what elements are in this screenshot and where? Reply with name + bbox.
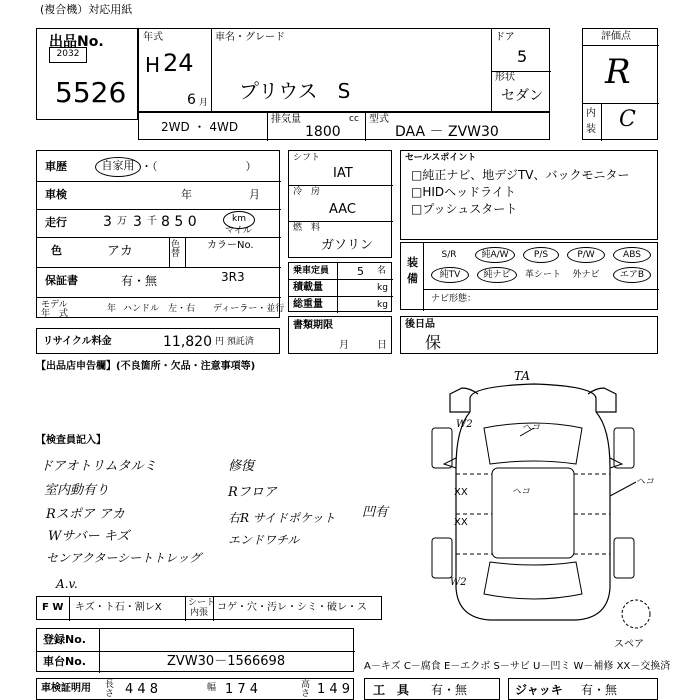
displacement-value: 1800 xyxy=(305,124,341,140)
seat-label-1: シート xyxy=(188,598,216,608)
color-no-value: 3R3 xyxy=(221,270,245,284)
after-day-box xyxy=(400,316,658,354)
height-value: 1 4 9 xyxy=(317,682,351,697)
displacement-label: 排気量 xyxy=(271,114,301,125)
sales-point-item: □プッシュスタート xyxy=(411,202,518,216)
equipment-sr: S/R xyxy=(441,250,457,260)
year-month: 6 xyxy=(187,92,196,108)
lot-label: 出品No. xyxy=(49,34,104,50)
inspector-note: ドアオトリムタルミ xyxy=(40,459,157,474)
fuel-label: 燃 料 xyxy=(293,223,321,233)
name-label: 車名・グレード xyxy=(215,32,285,43)
interior-label-2: 装 xyxy=(586,124,596,135)
inspector-label: 【検査員記入】 xyxy=(36,435,106,446)
year-label: 年式 xyxy=(143,32,163,43)
inspector-note: センアクターシートトレッグ xyxy=(46,551,202,565)
history-label: 車歴 xyxy=(45,160,67,173)
after-day-label: 後日品 xyxy=(405,319,435,330)
details-left xyxy=(36,150,285,319)
diagram-mark-w2-front: W2 xyxy=(456,419,473,430)
equipment-tv: 純TV xyxy=(431,267,469,283)
jack-value: 有・無 xyxy=(581,683,618,697)
door-label: ドア xyxy=(495,32,515,43)
weight-unit: kg xyxy=(377,300,388,310)
width-value: 1 7 4 xyxy=(225,682,259,697)
recycle-unit: 円 預託済 xyxy=(215,337,254,347)
inspector-note: Wサバー キズ xyxy=(48,529,130,544)
warranty-value: 有・無 xyxy=(121,274,158,288)
mileage-unit-mile: マイル xyxy=(225,226,252,236)
inspector-note: 修復 xyxy=(228,459,255,474)
spare-label: スペア xyxy=(614,639,644,650)
equipment-navi: 純ナビ xyxy=(477,267,517,283)
jack-label: ジャッキ xyxy=(515,683,563,697)
equipment-abs: ABS xyxy=(613,247,651,263)
sales-point-item: □HIDヘッドライト xyxy=(411,185,516,199)
interior-label-1: 内 xyxy=(586,108,596,119)
length-value: 4 4 8 xyxy=(125,682,159,697)
mileage-man-unit: 万 xyxy=(117,216,127,227)
capacity-value: 5 xyxy=(357,265,364,278)
recycle-value: 11,820 xyxy=(163,334,212,350)
docs-expiry-month: 月 xyxy=(339,340,349,351)
registration-box xyxy=(36,628,354,672)
history-value: 自家用 xyxy=(95,157,141,177)
aircon-value: AAC xyxy=(329,202,356,217)
docs-expiry-box xyxy=(288,316,392,354)
equipment-box xyxy=(400,242,658,310)
score-value: R xyxy=(605,52,631,92)
damage-legend: A－キズ C－腐食 E－エクボ S－サビ U－凹ミ W－補修 XX－交換済 xyxy=(364,661,671,672)
mileage-sen-unit: 千 xyxy=(147,216,157,227)
docs-expiry-label: 書類期限 xyxy=(293,320,333,331)
diagram-mark-xx-1: XX xyxy=(454,487,468,498)
fw-items: キズ・ト石・割レX xyxy=(75,602,162,613)
year-month-unit: 月 xyxy=(199,98,209,108)
score-box xyxy=(582,28,658,140)
length-label: 長さ xyxy=(105,680,115,699)
inspector-note: エンドワチル xyxy=(228,533,300,547)
sales-points-label: セールスポイント xyxy=(405,153,477,163)
recycle-box xyxy=(36,328,280,354)
handle-option: ハンドル 左・右 xyxy=(123,304,196,314)
model-year-label-1: モデル xyxy=(41,300,68,310)
sales-point-item: □純正ナビ、地デジTV、バックモニター xyxy=(411,168,630,182)
inspection-label: 車検 xyxy=(45,188,67,201)
width-label: 幅 xyxy=(207,683,217,693)
vehicle-name: プリウス S xyxy=(239,79,351,103)
inspector-note: Rフロア xyxy=(228,485,277,500)
score-label: 評価点 xyxy=(601,31,631,42)
equipment-leather-seat: 革シート xyxy=(524,270,561,280)
model-year-unit: 年 xyxy=(107,304,117,314)
shape-label: 形状 xyxy=(495,72,515,83)
equipment-external-navi: 外ナビ xyxy=(572,270,600,280)
displacement-unit: cc xyxy=(349,114,359,124)
color-change-label: 色替 xyxy=(171,240,181,259)
diagram-mark-xx-2: XX xyxy=(454,517,468,528)
sales-points-box xyxy=(400,150,658,240)
model-value: DAA － ZVW30 xyxy=(395,124,499,140)
details-mid xyxy=(288,150,392,258)
equipment-power-window: P/W xyxy=(567,247,605,263)
fw-label: F W xyxy=(42,602,64,613)
fw-row xyxy=(36,596,382,620)
capacity-unit: 名 xyxy=(377,266,387,276)
car-damage-diagram xyxy=(410,368,670,630)
seat-label-2: 内張 xyxy=(190,608,209,618)
aircon-label: 冷 房 xyxy=(293,187,321,197)
diagram-mark-dent-1: ヘコ xyxy=(522,423,541,433)
dealer-option: ディーラー・並行 xyxy=(213,304,285,314)
load-label: 積載量 xyxy=(293,282,323,293)
height-label: 高さ xyxy=(301,680,311,699)
spec-row xyxy=(138,112,550,140)
dimensions-row xyxy=(36,678,354,700)
diagram-label-top: TA xyxy=(514,369,531,383)
inspector-note: 室内動有り xyxy=(44,483,110,498)
shape-value: セダン xyxy=(501,88,544,104)
color-label: 色 xyxy=(51,244,62,257)
shift-value: IAT xyxy=(333,166,353,181)
chassis-label: 車台No. xyxy=(43,655,86,668)
registration-label: 登録No. xyxy=(43,633,86,646)
dimensions-label: 車検証明用 xyxy=(41,683,91,694)
model-year-label-2: 年 式 xyxy=(41,309,69,319)
year-era: H xyxy=(145,53,161,77)
lot-small-number: 2032 xyxy=(49,47,87,63)
recycle-label: リサイクル料金 xyxy=(43,336,112,347)
color-value: アカ xyxy=(107,244,133,259)
mileage-sen: 3 xyxy=(133,214,142,230)
inspector-note: A.v. xyxy=(56,577,78,591)
form-header: (複合機）対応用紙 xyxy=(40,3,133,16)
history-rest: ・（ ） xyxy=(141,160,257,173)
tools-label: 工 具 xyxy=(373,683,410,697)
model-label: 型式 xyxy=(369,114,389,125)
tools-value: 有・無 xyxy=(431,683,468,697)
capacity-label: 乗車定員 xyxy=(293,266,330,276)
inspection-month-unit: 月 xyxy=(249,188,260,201)
color-no-label: カラーNo. xyxy=(207,240,254,251)
diagram-mark-w2-rear: W2 xyxy=(450,577,467,588)
diagram-mark-dent-2: ヘコ xyxy=(512,487,531,497)
chassis-value: ZVW30－1566698 xyxy=(167,654,286,669)
weight-label: 総重量 xyxy=(293,299,323,310)
warranty-label: 保証書 xyxy=(45,274,78,287)
equipment-alloy-wheel: 純A/W xyxy=(475,247,515,263)
navi-form-label: ナビ形態： xyxy=(431,294,477,304)
equipment-label-2: 備 xyxy=(407,272,418,285)
equipment-power-steering: P/S xyxy=(523,247,559,263)
load-unit: kg xyxy=(377,283,388,293)
drive-value: 2WD ・ 4WD xyxy=(161,120,239,134)
year-value: 24 xyxy=(163,49,194,77)
vehicle-header-box xyxy=(138,28,550,112)
shift-label: シフト xyxy=(293,153,321,163)
diagram-mark-dent-3: ヘコ xyxy=(636,477,655,487)
mileage-unit-km: km xyxy=(223,211,255,229)
fuel-value: ガソリン xyxy=(321,238,374,253)
mileage-man: 3 xyxy=(103,214,112,230)
interior-value: C xyxy=(619,107,636,132)
door-value: 5 xyxy=(517,47,528,66)
declaration-label: 【出品店申告欄】(不良箇所・欠品・注意事項等) xyxy=(36,361,256,372)
seat-items: コゲ・穴・汚レ・シミ・破レ・ス xyxy=(217,602,367,613)
capacity-box xyxy=(288,262,392,312)
inspection-year-unit: 年 xyxy=(181,188,192,201)
equipment-label-1: 装 xyxy=(407,256,418,269)
mileage-rest: 8 5 0 xyxy=(161,214,197,230)
inspector-note: 右R サイドポケット xyxy=(228,511,336,525)
inspector-note: 凹有 xyxy=(362,505,389,520)
after-day-value: 保 xyxy=(425,333,442,352)
lot-box xyxy=(36,28,138,120)
inspector-note: Rスポア アカ xyxy=(46,507,125,522)
mileage-label: 走行 xyxy=(45,216,67,229)
equipment-airbag: エアB xyxy=(613,267,651,283)
jack-box xyxy=(508,678,658,700)
lot-number: 5526 xyxy=(55,76,127,109)
docs-expiry-day: 日 xyxy=(377,340,387,351)
tools-box xyxy=(364,678,500,700)
